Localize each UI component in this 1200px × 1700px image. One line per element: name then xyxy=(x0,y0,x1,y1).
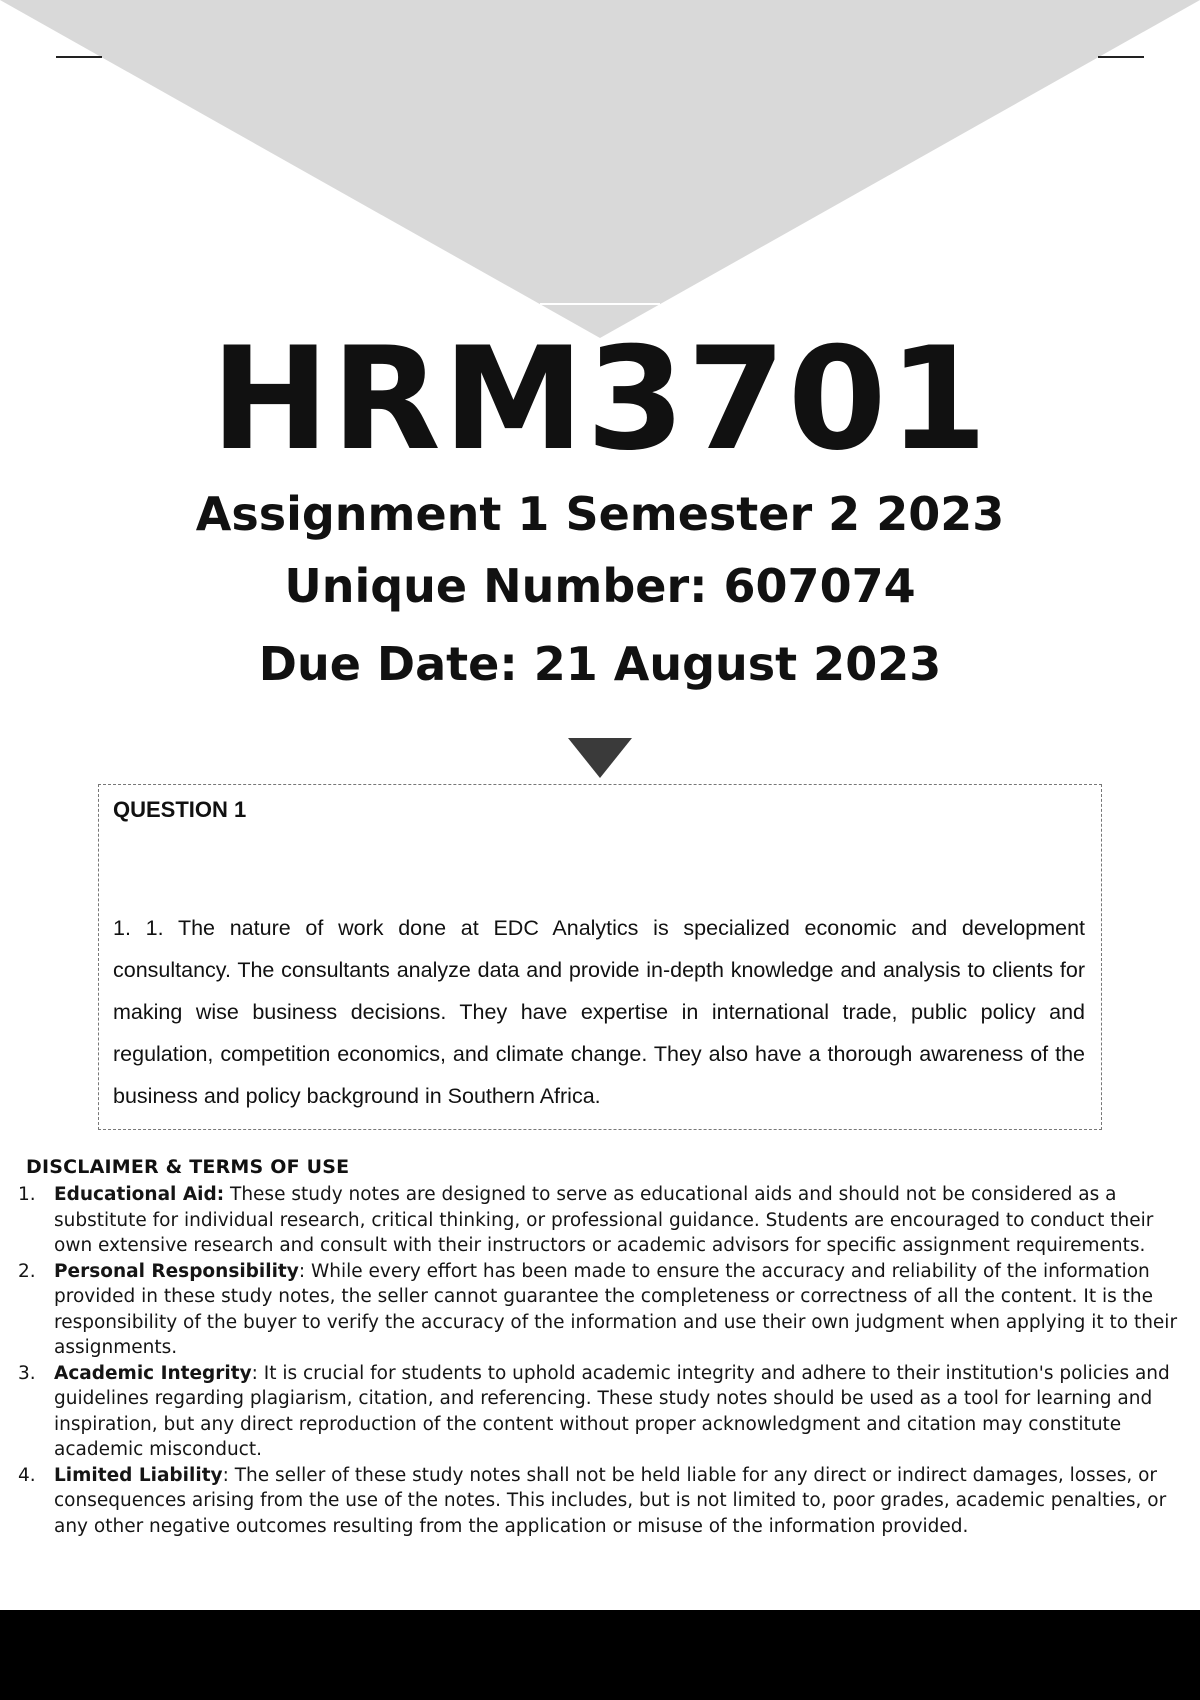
corner-rule-right xyxy=(1098,56,1144,58)
term-title: Educational Aid: xyxy=(54,1184,225,1205)
term-text: These study notes are designed to serve as educational aids and should not be considered as a substitute for individual research, critical thinking, or professional guidance. Students are encouraged to conduct their own extensive research and consult with their instructors or academic advisors for specific assignment requirements. xyxy=(54,1184,1154,1256)
term-item-limited-liability xyxy=(0,1463,1200,1540)
term-number: 4. xyxy=(18,1464,36,1486)
term-text: : It is crucial for students to uphold academic integrity and adhere to their institution's policies and guidelines regarding plagiarism, citation, and referencing. These study notes should be used as a tool for learning and inspiration, but any direct reproduction of the content without proper acknowledgment and citation may constitute academic misconduct. xyxy=(54,1362,1170,1460)
header-chevron-shape xyxy=(0,0,1200,340)
assignment-subtitle: Assignment 1 Semester 2 2023 xyxy=(195,487,1005,541)
bottom-bar xyxy=(0,1610,1200,1700)
term-number: 2. xyxy=(18,1260,36,1282)
term-text: : The seller of these study notes shall not be held liable for any direct or indirect damages, losses, or consequences arising from the use of the notes. This includes, but is not limited to, poor grades, academic penalties, or any other negative outcomes resulting from the application or misuse of the information provided. xyxy=(54,1464,1167,1537)
term-item-personal-responsibility xyxy=(0,1259,1200,1361)
term-number: 3. xyxy=(18,1362,36,1384)
corner-rule-left xyxy=(56,56,102,58)
question-body: 1. 1. The nature of work done at EDC Analytics is specialized economic and development consultancy. The consultants analyze data and provide in-depth knowledge and analysis to clients for making wise business decisions. They have expertise in international trade, public policy and regulation, competition economics, and climate change. They also have a thorough awareness of the business and policy background in Southern Africa. xyxy=(113,916,1085,1108)
question-box xyxy=(98,784,1102,1130)
term-text: : While every effort has been made to ensure the accuracy and reliability of the information provided in these study notes, the seller cannot guarantee the completeness or correctness of all the content. It is the responsibility of the buyer to verify the accuracy of the information and use their own judgment when applying it to their assignments. xyxy=(54,1260,1178,1358)
down-triangle-icon xyxy=(568,738,632,778)
term-title: Academic Integrity xyxy=(54,1362,252,1384)
terms-list xyxy=(0,1182,1200,1539)
question-heading: QUESTION 1 xyxy=(113,797,247,822)
term-item-academic-integrity xyxy=(0,1361,1200,1463)
disclaimer-heading: DISCLAIMER & TERMS OF USE xyxy=(26,1156,350,1178)
term-number: 1. xyxy=(18,1184,36,1205)
unique-number-subtitle: Unique Number: 607074 xyxy=(284,559,916,613)
term-item-educational-aid xyxy=(0,1182,1200,1259)
due-date-subtitle: Due Date: 21 August 2023 xyxy=(258,637,942,691)
term-title: Personal Responsibility xyxy=(54,1260,299,1282)
term-title: Limited Liability xyxy=(54,1464,223,1486)
course-code-title: HRM3701 xyxy=(210,317,990,482)
